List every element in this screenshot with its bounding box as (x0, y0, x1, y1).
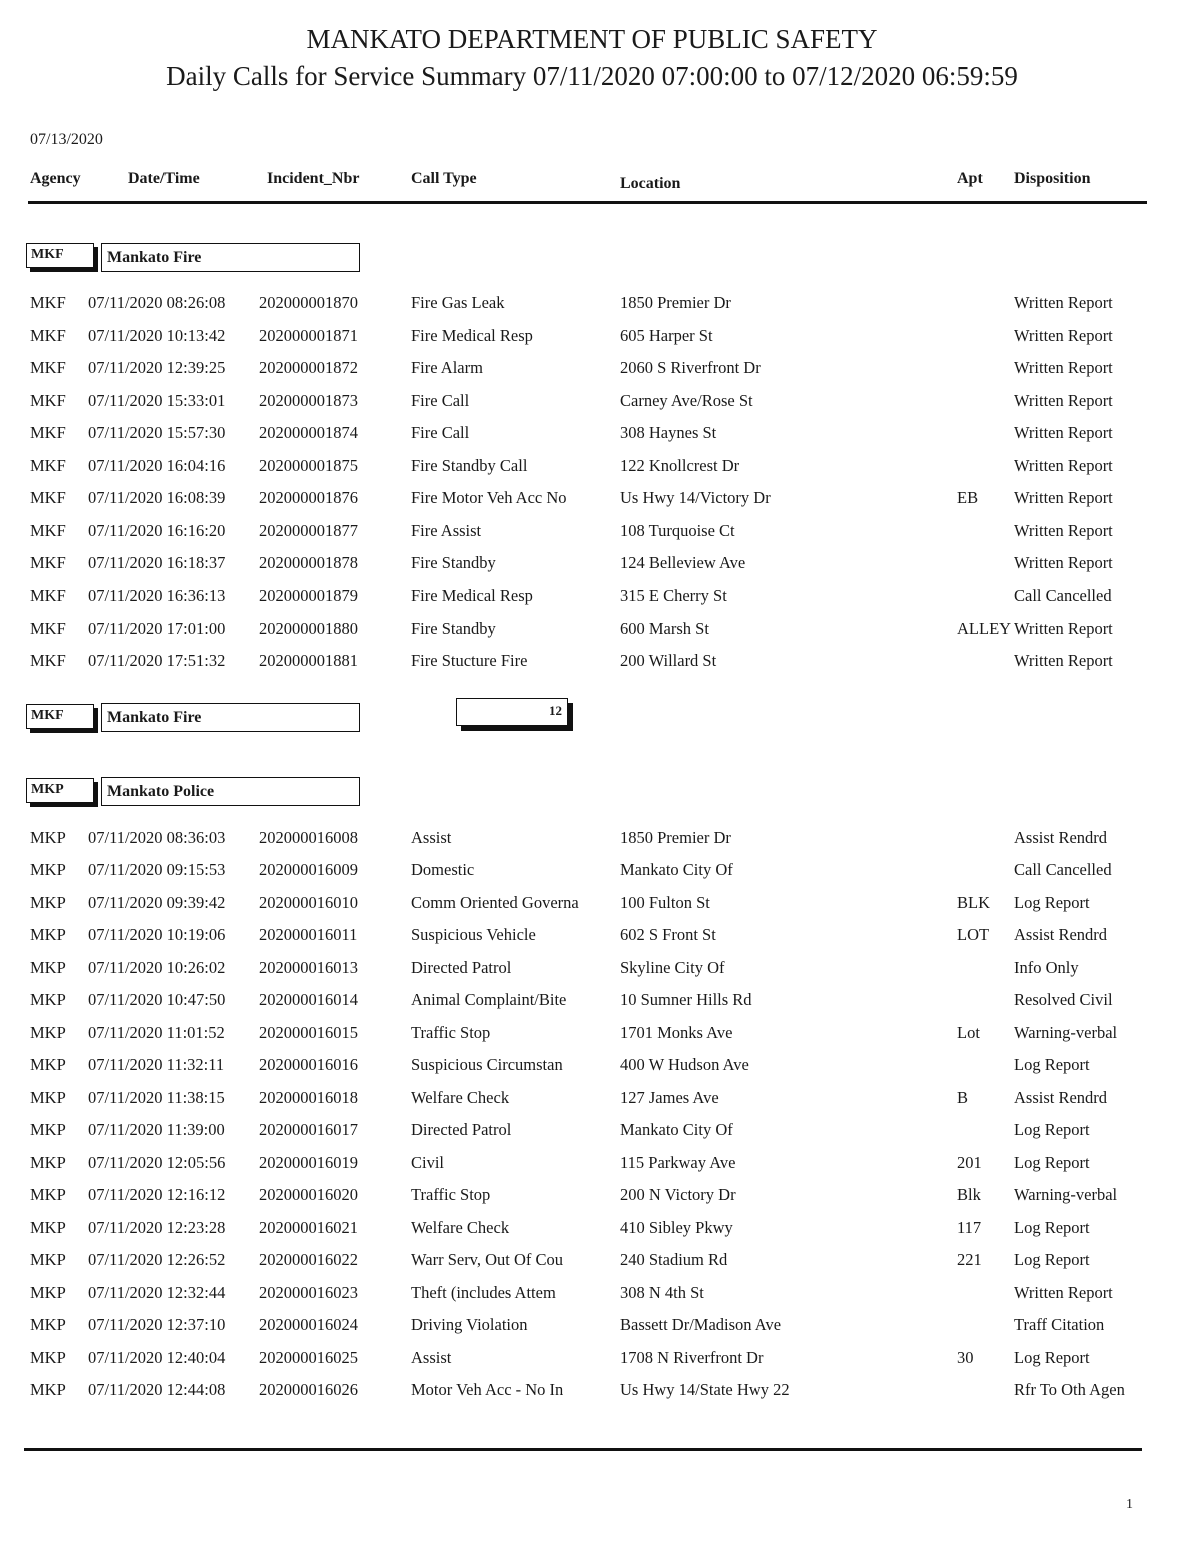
cell-call-type: Traffic Stop (411, 1185, 491, 1205)
cell-agency: MKP (30, 1379, 66, 1399)
cell-agency: MKF (30, 390, 66, 410)
cell-incident-number: 202000016009 (259, 860, 358, 880)
cell-datetime: 07/11/2020 08:26:08 (88, 293, 226, 312)
table-row (0, 990, 1200, 1014)
cell-call-type: Fire Gas Leak (411, 293, 505, 312)
section-footer-code-fire: MKF (26, 704, 94, 729)
cell-location: 122 Knollcrest Dr (620, 455, 740, 475)
cell-agency: MKP (30, 1152, 66, 1172)
table-row (0, 1283, 1200, 1307)
cell-incident-number: 202000016021 (259, 1217, 358, 1237)
cell-datetime: 07/11/2020 10:47:50 (88, 990, 226, 1010)
section-agency-name-fire: Mankato Fire (101, 243, 360, 272)
cell-call-type: Fire Standby (411, 553, 496, 573)
table-row (0, 521, 1200, 545)
cell-call-type: Motor Veh Acc - No In (411, 1379, 564, 1399)
cell-location: 1701 Monks Ave (620, 1022, 733, 1042)
table-row (0, 1023, 1200, 1047)
cell-disposition: Assist Rendrd (1014, 1087, 1108, 1107)
cell-agency: MKF (30, 488, 66, 508)
cell-agency: MKP (30, 1022, 66, 1042)
cell-agency: MKP (30, 1282, 66, 1302)
cell-call-type: Fire Alarm (411, 358, 483, 378)
cell-location: 308 N 4th St (620, 1282, 704, 1302)
cell-agency: MKP (30, 1250, 66, 1270)
column-header-datetime: Date/Time (128, 170, 200, 187)
cell-disposition: Log Report (1014, 1055, 1090, 1075)
cell-datetime: 07/11/2020 09:15:53 (88, 860, 226, 880)
column-header-call-type: Call Type (411, 170, 477, 187)
cell-incident-number: 202000001880 (259, 618, 358, 638)
cell-incident-number: 202000001872 (259, 358, 358, 378)
table-row (0, 1088, 1200, 1112)
section-footer-name-fire: Mankato Fire (101, 703, 360, 732)
table-row (0, 1315, 1200, 1339)
cell-disposition: Warning-verbal (1014, 1022, 1118, 1042)
cell-location: Carney Ave/Rose St (620, 390, 753, 410)
cell-datetime: 07/11/2020 12:23:28 (88, 1217, 226, 1237)
cell-call-type: Traffic Stop (411, 1022, 491, 1042)
cell-agency: MKF (30, 423, 66, 443)
cell-agency: MKP (30, 1087, 66, 1107)
table-row (0, 925, 1200, 949)
cell-agency: MKP (30, 1347, 66, 1367)
column-header-location: Location (620, 175, 681, 192)
cell-agency: MKP (30, 860, 66, 880)
cell-call-type: Driving Violation (411, 1315, 528, 1335)
cell-incident-number: 202000016020 (259, 1185, 358, 1205)
table-row (0, 1380, 1200, 1404)
table-row (0, 860, 1200, 884)
cell-agency: MKP (30, 1055, 66, 1075)
table-row (0, 586, 1200, 610)
footer-rule (24, 1448, 1142, 1451)
cell-disposition: Info Only (1014, 957, 1079, 977)
cell-location: 1708 N Riverfront Dr (620, 1347, 764, 1367)
cell-apt: 30 (957, 1347, 974, 1367)
cell-disposition: Call Cancelled (1014, 860, 1112, 880)
cell-disposition: Warning-verbal (1014, 1185, 1118, 1205)
fire-call-count: 12 (456, 698, 568, 726)
table-row (0, 1120, 1200, 1144)
cell-incident-number: 202000001876 (259, 488, 358, 508)
cell-disposition: Written Report (1014, 651, 1113, 671)
cell-apt: LOT (957, 925, 990, 945)
cell-disposition: Log Report (1014, 1347, 1090, 1367)
cell-incident-number: 202000001875 (259, 455, 358, 475)
cell-location: 410 Sibley Pkwy (620, 1217, 733, 1237)
cell-disposition: Traff Citation (1014, 1315, 1105, 1335)
report-subtitle: Daily Calls for Service Summary 07/11/2020 07:00:00 to 07/12/2020 06:59:59 (166, 61, 1018, 91)
cell-call-type: Fire Standby Call (411, 455, 528, 475)
table-row (0, 553, 1200, 577)
cell-datetime: 07/11/2020 10:26:02 (88, 957, 226, 977)
table-row (0, 1348, 1200, 1372)
table-row (0, 1250, 1200, 1274)
cell-datetime: 07/11/2020 17:51:32 (88, 651, 226, 671)
cell-agency: MKP (30, 925, 66, 945)
cell-location: 308 Haynes St (620, 423, 717, 443)
cell-incident-number: 202000016011 (259, 925, 358, 945)
cell-call-type: Welfare Check (411, 1217, 510, 1237)
cell-apt: B (957, 1087, 969, 1107)
cell-apt: 201 (957, 1152, 982, 1172)
table-row (0, 488, 1200, 512)
cell-incident-number: 202000016019 (259, 1152, 358, 1172)
cell-datetime: 07/11/2020 16:16:20 (88, 520, 226, 540)
cell-call-type: Suspicious Circumstan (411, 1055, 563, 1075)
cell-call-type: Fire Assist (411, 520, 482, 540)
table-row (0, 651, 1200, 675)
cell-datetime: 07/11/2020 16:08:39 (88, 488, 226, 508)
cell-disposition: Written Report (1014, 358, 1113, 378)
table-row (0, 1055, 1200, 1079)
cell-location: 240 Stadium Rd (620, 1250, 728, 1270)
cell-datetime: 07/11/2020 12:16:12 (88, 1185, 226, 1205)
table-row (0, 1185, 1200, 1209)
cell-apt: 117 (957, 1217, 982, 1237)
cell-apt: Lot (957, 1022, 980, 1042)
cell-incident-number: 202000016016 (259, 1055, 358, 1075)
cell-incident-number: 202000016026 (259, 1379, 358, 1399)
cell-location: 127 James Ave (620, 1087, 719, 1107)
cell-call-type: Fire Call (411, 390, 470, 410)
cell-apt: ALLEY (957, 618, 1012, 638)
cell-call-type: Suspicious Vehicle (411, 925, 536, 945)
cell-location: 108 Turquoise Ct (620, 520, 735, 540)
cell-incident-number: 202000001871 (259, 325, 358, 345)
cell-call-type: Fire Motor Veh Acc No (411, 488, 567, 508)
cell-incident-number: 202000016018 (259, 1087, 358, 1107)
cell-incident-number: 202000016024 (259, 1315, 358, 1335)
cell-datetime: 07/11/2020 12:26:52 (88, 1250, 226, 1270)
column-header-agency: Agency (30, 170, 81, 187)
cell-disposition: Log Report (1014, 1217, 1090, 1237)
cell-incident-number: 202000016015 (259, 1022, 358, 1042)
cell-incident-number: 202000016025 (259, 1347, 358, 1367)
cell-datetime: 07/11/2020 12:44:08 (88, 1379, 226, 1399)
cell-call-type: Fire Call (411, 423, 470, 443)
cell-location: Mankato City Of (620, 860, 733, 880)
cell-agency: MKF (30, 455, 66, 475)
cell-location: 315 E Cherry St (620, 585, 727, 605)
table-row (0, 423, 1200, 447)
page-number: 1 (1126, 1497, 1133, 1512)
cell-agency: MKP (30, 828, 66, 847)
cell-incident-number: 202000001881 (259, 651, 358, 671)
column-header-disposition: Disposition (1014, 170, 1091, 187)
cell-call-type: Civil (411, 1152, 445, 1172)
report-title: MANKATO DEPARTMENT OF PUBLIC SAFETY (306, 24, 878, 54)
cell-agency: MKF (30, 585, 66, 605)
cell-datetime: 07/11/2020 12:39:25 (88, 358, 226, 378)
table-row (0, 456, 1200, 480)
cell-call-type: Directed Patrol (411, 1120, 512, 1140)
cell-location: 200 N Victory Dr (620, 1185, 736, 1205)
cell-disposition: Written Report (1014, 553, 1113, 573)
cell-disposition: Resolved Civil (1014, 990, 1113, 1010)
cell-disposition: Written Report (1014, 325, 1113, 345)
cell-datetime: 07/11/2020 15:57:30 (88, 423, 226, 443)
cell-datetime: 07/11/2020 10:19:06 (88, 925, 226, 945)
cell-disposition: Written Report (1014, 423, 1113, 443)
cell-location: 200 Willard St (620, 651, 717, 671)
cell-incident-number: 202000001878 (259, 553, 358, 573)
cell-location: 600 Marsh St (620, 618, 709, 638)
cell-agency: MKF (30, 553, 66, 573)
cell-location: Mankato City Of (620, 1120, 733, 1140)
cell-agency: MKF (30, 651, 66, 671)
header-rule (28, 201, 1147, 204)
cell-call-type: Theft (includes Attem (411, 1282, 556, 1302)
section-agency-code-police: MKP (26, 778, 94, 803)
cell-datetime: 07/11/2020 17:01:00 (88, 618, 226, 638)
cell-datetime: 07/11/2020 12:32:44 (88, 1282, 226, 1302)
cell-incident-number: 202000016014 (259, 990, 358, 1010)
cell-datetime: 07/11/2020 12:37:10 (88, 1315, 226, 1335)
cell-agency: MKP (30, 957, 66, 977)
cell-disposition: Log Report (1014, 1152, 1090, 1172)
cell-incident-number: 202000001879 (259, 585, 358, 605)
cell-datetime: 07/11/2020 16:18:37 (88, 553, 226, 573)
cell-agency: MKP (30, 1185, 66, 1205)
cell-call-type: Domestic (411, 860, 475, 880)
cell-datetime: 07/11/2020 15:33:01 (88, 390, 226, 410)
table-row (0, 893, 1200, 917)
cell-agency: MKF (30, 293, 66, 312)
cell-disposition: Written Report (1014, 488, 1113, 508)
cell-disposition: Written Report (1014, 390, 1113, 410)
section-agency-name-police: Mankato Police (101, 777, 360, 806)
cell-disposition: Assist Rendrd (1014, 828, 1108, 847)
cell-disposition: Written Report (1014, 293, 1113, 312)
print-date: 07/13/2020 (30, 131, 103, 148)
cell-agency: MKP (30, 1217, 66, 1237)
cell-call-type: Assist (411, 828, 452, 847)
cell-datetime: 07/11/2020 16:04:16 (88, 455, 226, 475)
cell-agency: MKF (30, 358, 66, 378)
cell-location: 10 Sumner Hills Rd (620, 990, 752, 1010)
cell-location: 400 W Hudson Ave (620, 1055, 749, 1075)
cell-incident-number: 202000016022 (259, 1250, 358, 1270)
table-row (0, 1153, 1200, 1177)
cell-disposition: Log Report (1014, 1120, 1090, 1140)
cell-datetime: 07/11/2020 12:40:04 (88, 1347, 226, 1367)
cell-disposition: Written Report (1014, 1282, 1113, 1302)
cell-incident-number: 202000001873 (259, 390, 358, 410)
cell-agency: MKF (30, 618, 66, 638)
cell-agency: MKP (30, 892, 66, 912)
cell-location: 2060 S Riverfront Dr (620, 358, 761, 378)
cell-disposition: Log Report (1014, 892, 1090, 912)
cell-datetime: 07/11/2020 16:36:13 (88, 585, 226, 605)
table-row (0, 828, 1200, 852)
cell-call-type: Fire Medical Resp (411, 325, 533, 345)
cell-agency: MKP (30, 1315, 66, 1335)
cell-datetime: 07/11/2020 10:13:42 (88, 325, 226, 345)
cell-disposition: Written Report (1014, 618, 1113, 638)
table-row (0, 1218, 1200, 1242)
cell-call-type: Welfare Check (411, 1087, 510, 1107)
cell-location: 115 Parkway Ave (620, 1152, 736, 1172)
cell-incident-number: 202000016010 (259, 892, 358, 912)
cell-location: 1850 Premier Dr (620, 828, 731, 847)
table-row (0, 958, 1200, 982)
column-header-apt: Apt (957, 170, 983, 187)
column-header-incident: Incident_Nbr (267, 170, 360, 187)
cell-incident-number: 202000016017 (259, 1120, 358, 1140)
cell-incident-number: 202000001870 (259, 293, 358, 312)
cell-disposition: Log Report (1014, 1250, 1090, 1270)
cell-disposition: Written Report (1014, 455, 1113, 475)
cell-location: Us Hwy 14/State Hwy 22 (620, 1379, 790, 1399)
cell-call-type: Fire Standby (411, 618, 496, 638)
cell-datetime: 07/11/2020 12:05:56 (88, 1152, 226, 1172)
cell-call-type: Animal Complaint/Bite (411, 990, 567, 1010)
cell-disposition: Rfr To Oth Agen (1014, 1379, 1125, 1399)
table-row (0, 619, 1200, 643)
cell-disposition: Written Report (1014, 520, 1113, 540)
cell-agency: MKP (30, 1120, 66, 1140)
cell-datetime: 07/11/2020 11:01:52 (88, 1022, 225, 1042)
cell-apt: Blk (957, 1185, 981, 1205)
cell-call-type: Fire Medical Resp (411, 585, 533, 605)
table-row (0, 358, 1200, 382)
cell-location: 602 S Front St (620, 925, 716, 945)
cell-incident-number: 202000001874 (259, 423, 358, 443)
cell-location: 1850 Premier Dr (620, 293, 731, 312)
table-row (0, 293, 1200, 317)
cell-datetime: 07/11/2020 09:39:42 (88, 892, 226, 912)
cell-agency: MKP (30, 990, 66, 1010)
cell-call-type: Fire Stucture Fire (411, 651, 528, 671)
table-row (0, 391, 1200, 415)
table-row (0, 326, 1200, 350)
cell-incident-number: 202000016013 (259, 957, 358, 977)
cell-agency: MKF (30, 325, 66, 345)
cell-datetime: 07/11/2020 11:39:00 (88, 1120, 225, 1140)
cell-call-type: Warr Serv, Out Of Cou (411, 1250, 564, 1270)
cell-disposition: Call Cancelled (1014, 585, 1112, 605)
cell-datetime: 07/11/2020 08:36:03 (88, 828, 226, 847)
cell-incident-number: 202000016008 (259, 828, 358, 847)
cell-apt: 221 (957, 1250, 982, 1270)
cell-apt: BLK (957, 892, 990, 912)
section-agency-code-fire: MKF (26, 243, 94, 268)
cell-datetime: 07/11/2020 11:38:15 (88, 1087, 225, 1107)
cell-call-type: Directed Patrol (411, 957, 512, 977)
cell-disposition: Assist Rendrd (1014, 925, 1108, 945)
cell-incident-number: 202000001877 (259, 520, 358, 540)
cell-location: 124 Belleview Ave (620, 553, 746, 573)
cell-incident-number: 202000016023 (259, 1282, 358, 1302)
cell-apt: EB (957, 488, 979, 508)
cell-datetime: 07/11/2020 11:32:11 (88, 1055, 225, 1075)
cell-call-type: Comm Oriented Governa (411, 892, 579, 912)
cell-location: 605 Harper St (620, 325, 713, 345)
cell-agency: MKF (30, 520, 66, 540)
cell-call-type: Assist (411, 1347, 452, 1367)
cell-location: Bassett Dr/Madison Ave (620, 1315, 782, 1335)
cell-location: 100 Fulton St (620, 892, 710, 912)
cell-location: Us Hwy 14/Victory Dr (620, 488, 771, 508)
cell-location: Skyline City Of (620, 957, 725, 977)
